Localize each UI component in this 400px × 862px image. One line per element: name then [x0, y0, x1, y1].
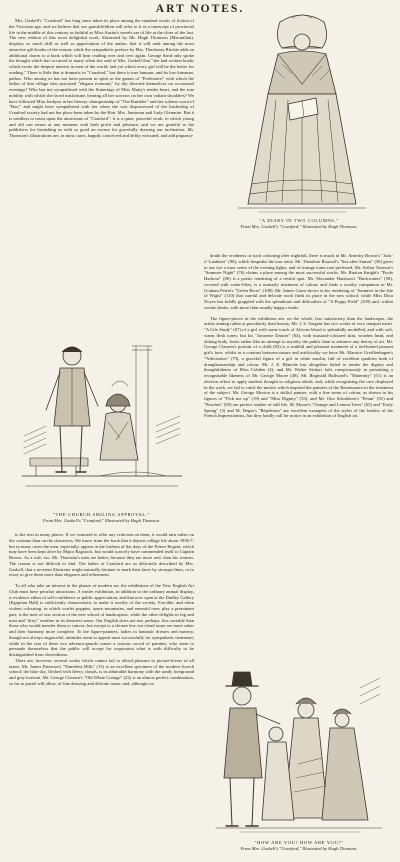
article-left-bottom	[9, 532, 194, 857]
article-paragraph: To all who take an interest in the phases of modern art, the exhibitions of the New English Art Club must have peculiar attractions. A winter exhibition, in addition to the ordinary annual display, is evidence either of self-confidence or public appreciation, and that now open at the Dudley Gallery (Egyptian Hall) is sufficiently characteristic to make it worthy of the society. Forcible, and often violent colouring, in which scarlet poppies, azure mountains, and emerald trees play a prominent part, is the note of one section of the new school of landscapists, while the other delights in fog and mist and "dirty" weather in its dreariest sense. Our English skies are not, perhaps, less variable than those who would transfer them to canvas; but except to a chosen few our cloud tones are more sober and their harmony more complete. To the figure-painters, ladies in fantastic dresses and nursery, though not always engraceful, attitudes seem to appeal most successfully for sympathetic treatment; while in the rear of these two advance-guards comes a curious crowd of painters, who seem to persuade themselves that the public will accept for inspiration what is with difficulty to be distinguished from slovenliness.	[9, 583, 194, 657]
article-paragraph: doubt the vividness of such colouring after nightfall, there is much in Mr. Arnesby Brown's "Jack-o'-Lanthern" (90), which bespeaks the true artist. Mr. Theodore Roussel's "Sea after Sunset" (56) gives to our eye a truer sense of the evening lights; and of strange tones rare preferred, Mr. Arthur Tomson's "Summer Night" (76) claims a place among the most successful works. Mr. Buxton Knight's "Poole Harbour" (80) is a poetic rendering of a restful spot. Mr. Alexander Harrison's "Backwaters" (58), covered with water-lilies, is a masterly treatment of colour, and finds a worthy companion in Mr. Graham Petrie's "Green River" (108). Mr. James Grant shows in his rendering of "Summer in the Isle of Wight" (110) that careful and delicate work finds its place in the new school; while Miss Dora Noyes has boldly grappled with the splendours and difficulties of "A Poppy Field" (109) and, within certain limits, with more than usually happy results.	[204, 253, 393, 310]
caption-title: "A DIARY IN TWO COLUMNS."	[259, 218, 339, 223]
caption-credit: From Mrs. Gaskell's "Cranford," Illustrated by Hugh Thomson.	[42, 517, 161, 523]
article-paragraph: There are, however, several works which cannot fail to afford pleasure to picture-lovers of all tastes. Mr. James Paterson's "Nameless Hills" (15) is an excellent specimen of the modern Scotch school; the blue sky, flecked with fleecy clouds, is in admirable harmony with the sandy foreground and grey horizon. Mr. George Clausen's "Old White Cottage" (22) is an almost perfect combination, so far as pastel will allow, of fine drawing and delicate tones; and, although we	[9, 657, 194, 686]
caption-credit: From Mrs. Gaskell's "Cranford," Illustrated by Hugh Thomson.	[240, 845, 358, 851]
caption-credit: From Mrs. Gaskell's "Cranford," Illustrated by Hugh Thomson.	[240, 223, 358, 229]
page-title: ART NOTES.	[155, 3, 245, 15]
article-paragraph: to the text in many places. If we ventured to offer any criticism on them, it would turn rather on the costume than on the characters. We know from the book that it depicts village life about 1836-7; but in many cases the men, especially, appear in the fashion of the days of the Prince Regent, which may have been kept alive by Major Bagstock, but would scarcely have commended itself to Captain Brown. As a rule, too, Mr. Thomson's men are better, because they are more real, than his women. The reason is not difficult to find. The ladies of Cranford are so delicately described by Mrs. Gaskell, that a reverent illustrator might naturally hesitate to mark their faces by stronger lines, or to essay to give them more than elegance and refinement.	[9, 532, 194, 578]
article-right	[204, 253, 393, 663]
illustration-how-are-you	[210, 668, 388, 836]
illustration-church-smiling-approval	[16, 326, 188, 510]
article-paragraph: The figure-pieces in the exhibition are, on the whole, less satisfactory than the landscapes, the artists aiming rather at peculiarity than beauty. Mr. J. S. Sargent has two works of very unequal merit. "A Life Study" (67) of a girl with some touch of African blood is splendidly modelled, and with soft, warm flesh tones; but his "Javanese Dancer" (64), with mustard-coloured skin, wooden head, and oblong body, looks rather like an attempt to mystify the public than to advance any theory of art. Mr. George Clausen's portrait of a child (83) is a truthful and pleasant treatment of a red-haired peasant girl's face; whilst as a contrast between nature and artificiality we have Mr. Maurice Greiffenhagen's "Affectation" (79), a graceful figure of a girl in white muslin, full of excellent qualities both of draughtsmanship and colour. Mr. J. E. Blanche has altogether failed to render the dignity and thoughtfulness of Miss Cobden (4); and Mr. Walter Sickert fails conspicuously in presenting a recognisable likeness of Mr. George Moore (48). Mr. Reginald Hallward's "Maternity" (51) is an obvious effort to apply modern thought to religious ideals, and, while recognising the care displayed in the work, we fail to catch the motive which inspired the painters of the Renaissance in the treatment of the subject. Mr. George Morton is a skilful painter, with a fine sense of colour, as shown in his figures of "Pick me up" (19) and "Miss Dignity" (33), and Mr. Otto Scholderer's "Peum" (91) and "Peaches" (93) are perfect studies of still life. M. Moore's "Orange and Lemon Trees" (65) and "Early Spring" (3) and M. Degas's "Répétition" are excellent examples of the styles of the leaders of the French Impressionists, but they hardly call for notice in an exhibition of English art.	[204, 315, 393, 419]
caption-diary	[204, 218, 394, 229]
article-left-top	[9, 18, 194, 322]
caption-how-are-you	[204, 840, 394, 851]
caption-title: "THE CHURCH SMILING APPROVAL."	[53, 512, 150, 517]
caption-title: "HOW ARE YOU? HOW ARE YOU?"	[254, 840, 344, 845]
illustration-diary-in-two-columns	[218, 8, 386, 216]
article-paragraph: Mrs. Gaskell's "Cranford" has long since taken its place among the standard works of fiction of the Victorian age, and we believe that our grandchildren will refer to it as a transcript of provincial life in the middle of this century as faithful as Miss Austin's novels are of life at the close of the last. The new edition of this most delightful work, illustrated by Mr. Hugh Thomson (Macmillan), displays so much skill as well as appreciation of the author, that it will rank among the most attractive gift-books of the season; while the sympathetic preface by Mrs. Thackeray Ritchie adds an additional charm to a book which will bear reading over and over again. George Sand only spoke the thought which has occurred to many when she said of Mrs. Gaskell that "she had written books which excite the deepest interest in men of the world, and yet which every girl will be the better for reading." There is little that is dramatic in "Cranford," but there is true humour, and its low kinsman, pathos. Who among us has not been present in spirit at the games of "Preference" with which the ladies of that village who practised "elegant economy" by dry diverted themselves on occasional evenings? Who has not sympathised with the flutterings of Miss Matty's tender heart, and the true nobility with which she faced misfortune, bearing all her sorrows on her own valiant shoulders? We have followed Miss Jenkyns in her literary championship of "The Rambler" and her solemn scorn of "Boz," and might have sympathised with her when she was dispossessed of the leadership of Cranford society had not her place been taken by the Hon. Mrs. Jamieson and Lady Glenmire. But it is needless to insist upon the attractions of "Cranford": it is a quiet, peaceful work, to which young and old can return at any moment with both profit and pleasure; and we are grateful to the publishers for furnishing us with so good an excuse for gracefully drawing our inclination. Mr. Thomson's illustrations are, in most cases, happily conceived and deftly executed, and add piquancy	[9, 18, 194, 138]
caption-church	[9, 512, 194, 523]
